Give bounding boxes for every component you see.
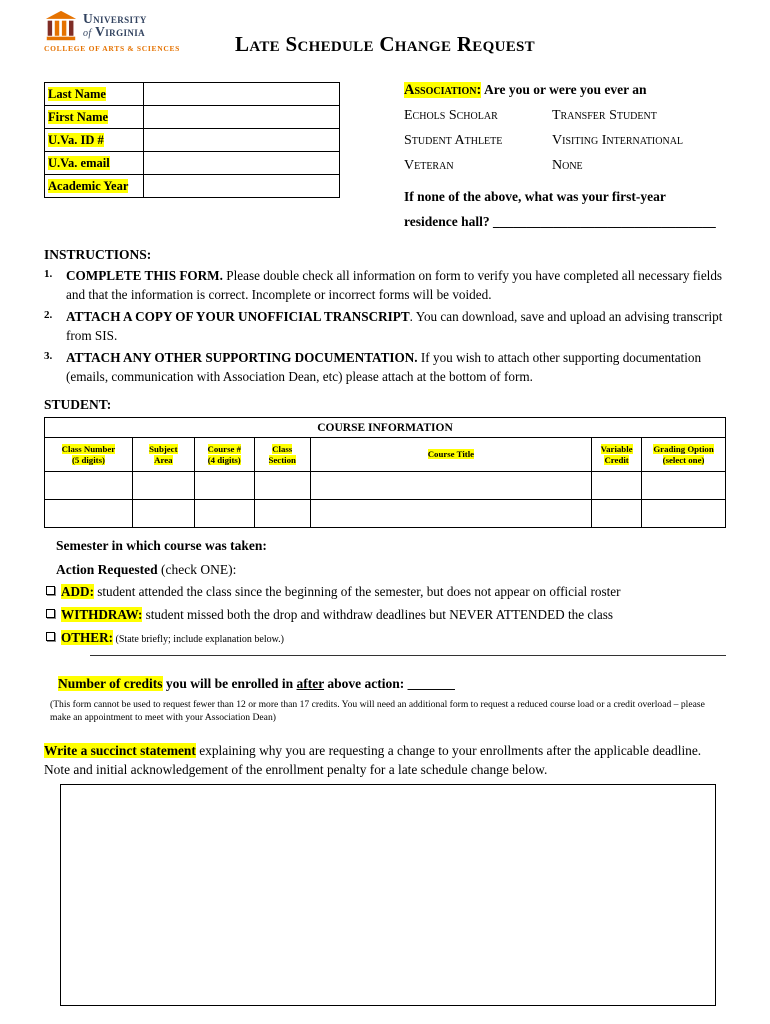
table-row [45,83,340,106]
form-header [44,10,726,80]
table-header-row [45,438,726,472]
uva-id-label: U.Va. ID # [45,129,144,152]
course-cell[interactable] [45,500,133,528]
option-none[interactable]: None [552,158,583,173]
add-label: ADD: student attended the class since the beginning of the semester, but does not appear on official roster [61,584,621,599]
course-row-1 [45,472,726,500]
course-cell[interactable] [45,472,133,500]
last-name-input[interactable] [144,83,340,106]
course-cell[interactable] [194,500,254,528]
col-subject-area: Subject Area [132,438,194,472]
top-section [44,82,726,234]
table-row [45,129,340,152]
withdraw-label: WITHDRAW: student missed both the drop and withdraw deadlines but NEVER ATTENDED the class [61,607,613,622]
option-visiting-international[interactable]: Visiting International [552,133,684,148]
student-heading: STUDENT: [44,397,112,412]
course-cell[interactable] [254,472,310,500]
residence-hall-blank[interactable]: _________________________________ [493,214,716,229]
last-name-label: Last Name [45,83,144,106]
association-options [404,108,726,174]
col-course-title: Course Title [310,438,591,472]
statement-textbox[interactable] [60,784,716,1006]
action-requested-heading: Action Requested (check ONE): [56,562,237,577]
table-row [45,152,340,175]
first-name-label: First Name [45,106,144,129]
student-info-table [44,82,340,198]
col-class-number: Class Number (5 digits) [45,438,133,472]
semester-label: Semester in which course was taken: [56,538,267,553]
course-row-2 [45,500,726,528]
course-cell[interactable] [642,472,726,500]
other-label: OTHER: (State briefly; include explanation below.) [61,630,284,645]
col-variable-credit: Variable Credit [592,438,642,472]
credits-note: (This form cannot be used to request fewer than 12 or more than 17 credits. You will need an additional form to request a reduced course load or a credit overload – please make an appointment to meet with your Association Dean) [50,699,705,723]
academic-year-input[interactable] [144,175,340,198]
uva-email-label: U.Va. email [45,152,144,175]
credits-blank[interactable]: _______ [407,676,455,691]
course-cell[interactable] [254,500,310,528]
withdraw-checkbox[interactable] [46,609,55,618]
course-cell[interactable] [194,472,254,500]
course-information-table [44,417,726,528]
credits-line: Number of credits you will be enrolled in after above action: _______ [58,676,455,691]
option-veteran[interactable]: Veteran [404,158,454,173]
association-section [404,82,726,234]
wordmark-virginia: Virginia [95,24,146,39]
academic-year-label: Academic Year [45,175,144,198]
table-row [45,106,340,129]
course-cell[interactable] [592,500,642,528]
table-row [45,175,340,198]
option-echols-scholar[interactable]: Echols Scholar [404,108,498,123]
association-heading: Association: Are you or were you ever an [404,82,647,98]
course-cell[interactable] [310,472,591,500]
option-student-athlete[interactable]: Student Athlete [404,133,503,148]
other-checkbox[interactable] [46,632,55,641]
wordmark-of: of [83,28,92,39]
page-title: Late Schedule Change Request [235,32,535,56]
course-cell[interactable] [642,500,726,528]
residence-question: If none of the above, what was your first-year residence hall? _________________________________ [404,189,716,229]
instructions-heading: INSTRUCTIONS: [44,247,152,262]
course-cell[interactable] [310,500,591,528]
col-grading-option: Grading Option (select one) [642,438,726,472]
uva-id-input[interactable] [144,129,340,152]
instruction-item-3: 3. ATTACH ANY OTHER SUPPORTING DOCUMENTATION. If you wish to attach other supporting documentation (emails, communication with Association Dean, etc) please attach at the bottom of form. [44,350,702,384]
col-course-number: Course # (4 digits) [194,438,254,472]
uva-email-input[interactable] [144,152,340,175]
first-name-input[interactable] [144,106,340,129]
instruction-item-1: 1. COMPLETE THIS FORM. Please double check all information on form to verify you have completed all necessary fields and that the information is correct. Incomplete or incorrect forms will be voided. [44,268,723,302]
course-table-title: COURSE INFORMATION [45,418,726,438]
option-transfer-student[interactable]: Transfer Student [552,108,657,123]
course-cell[interactable] [132,500,194,528]
action-add-row [44,583,726,601]
statement-instructions: Write a succinct statement explaining why you are requesting a change to your enrollments after the applicable deadline. Note and initial acknowledgement of the enrollment penalty for a late schedule change below. [44,743,702,777]
association-label: Association: [404,82,482,98]
wordmark-university: University [83,11,147,26]
action-withdraw-row [44,606,726,624]
other-explanation-line[interactable] [90,649,726,656]
add-checkbox[interactable] [46,586,55,595]
instruction-item-2: 2. ATTACH A COPY OF YOUR UNOFFICIAL TRANSCRIPT. You can download, save and upload an advising transcript from SIS. [44,309,723,343]
course-cell[interactable] [132,472,194,500]
col-class-section: Class Section [254,438,310,472]
course-cell[interactable] [592,472,642,500]
action-other-row [44,629,726,649]
table-row [45,418,726,438]
college-name: COLLEGE OF ARTS & SCIENCES [44,44,181,53]
